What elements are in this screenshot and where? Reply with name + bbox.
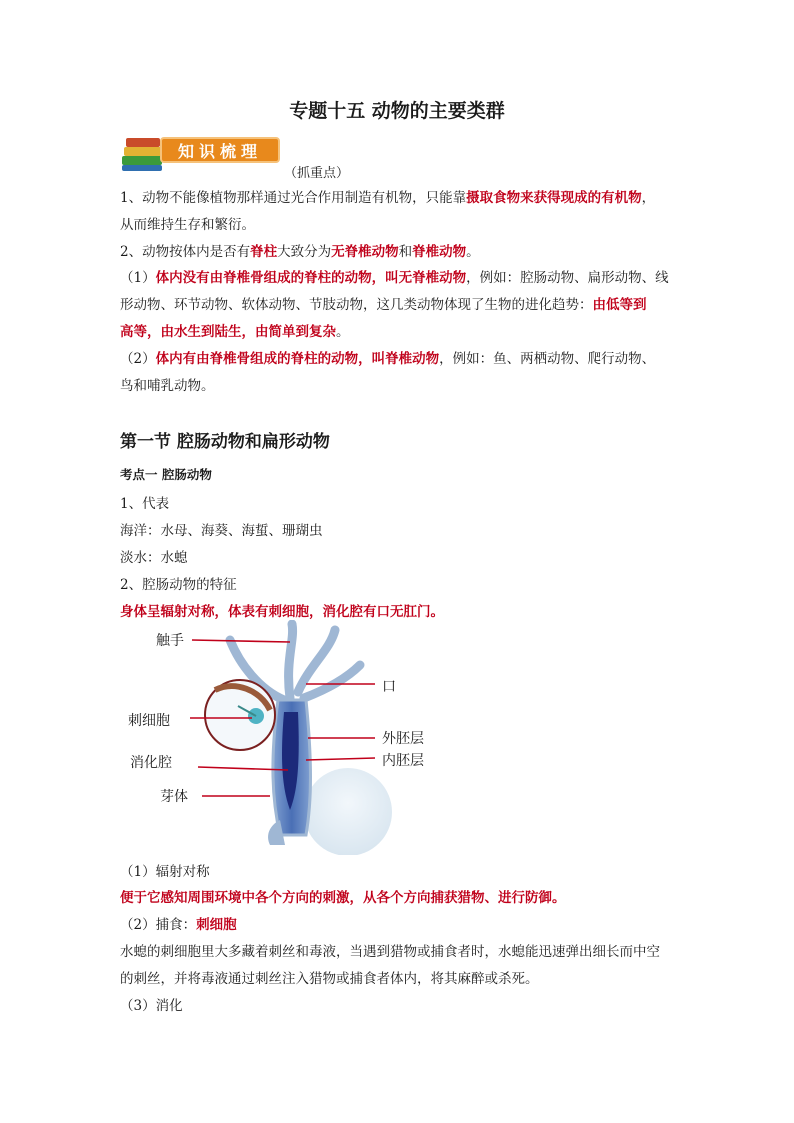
label-gut: 消化腔 (130, 755, 172, 771)
badge-note: （抓重点） (284, 166, 350, 181)
trait-2-line-2: 的刺丝，并将毒液通过刺丝注入猎物或捕食者体内，将其麻醉或杀死。 (120, 971, 539, 987)
trait-3-title: （3）消化 (120, 998, 183, 1014)
label-mouth: 口 (382, 679, 396, 695)
marine-examples: 海洋：水母、海葵、海蜇、珊瑚虫 (120, 523, 323, 539)
trait-2-line-1: 水螅的刺细胞里大多藏着刺丝和毒液，当遇到猎物或捕食者时，水螅能迅速弹出细长而中空 (120, 944, 660, 960)
intro-paragraph-1: 1、动物不能像植物那样通过光合作用制造有机物，只能靠摄取食物来获得现成的有机物， 从而维持生存和繁衍。 (120, 190, 656, 233)
page-title: 专题十五 动物的主要类群 (289, 100, 505, 122)
label-endoderm: 内胚层 (382, 753, 424, 769)
trait-2-title: （2）捕食：刺细胞 (120, 917, 237, 933)
hydra-diagram (120, 620, 460, 855)
intro-paragraph-4: （2）体内有由脊椎骨组成的脊柱的动物，叫脊椎动物，例如：鱼、两栖动物、爬行动物、 鸟和哺乳动物。 (120, 351, 656, 394)
label-ectoderm: 外胚层 (382, 731, 424, 747)
label-tentacle: 触手 (156, 633, 184, 649)
section-heading: 第一节 腔肠动物和扁形动物 (120, 432, 330, 452)
intro-paragraph-2: 2、动物按体内是否有脊柱大致分为无脊椎动物和脊椎动物。 (120, 244, 480, 260)
representatives-title: 1、代表 (120, 496, 170, 512)
features-summary: 身体呈辐射对称，体表有刺细胞，消化腔有口无肛门。 (120, 604, 444, 620)
label-cnidocyte: 刺细胞 (128, 713, 170, 729)
trait-1-text: 便于它感知周围环境中各个方向的刺激，从各个方向捕获猎物、进行防御。 (120, 890, 566, 906)
label-bud: 芽体 (160, 789, 188, 805)
bud-circle (304, 768, 392, 855)
trait-1-title: （1）辐射对称 (120, 864, 210, 880)
intro-paragraph-3: （1）体内没有由脊椎骨组成的脊柱的动物，叫无脊椎动物，例如：腔肠动物、扁形动物、线形动物、环节动物、软体动物、节肢动物，这几类动物体现了生物的进化趋势：由低等到 高等，由水生到陆生，由简单到复杂。 (120, 270, 669, 340)
knowledge-badge: 知识梳理 (160, 137, 280, 163)
freshwater-examples: 淡水：水螅 (120, 550, 188, 566)
features-title: 2、腔肠动物的特征 (120, 577, 237, 593)
point-heading: 考点一 腔肠动物 (120, 467, 212, 482)
